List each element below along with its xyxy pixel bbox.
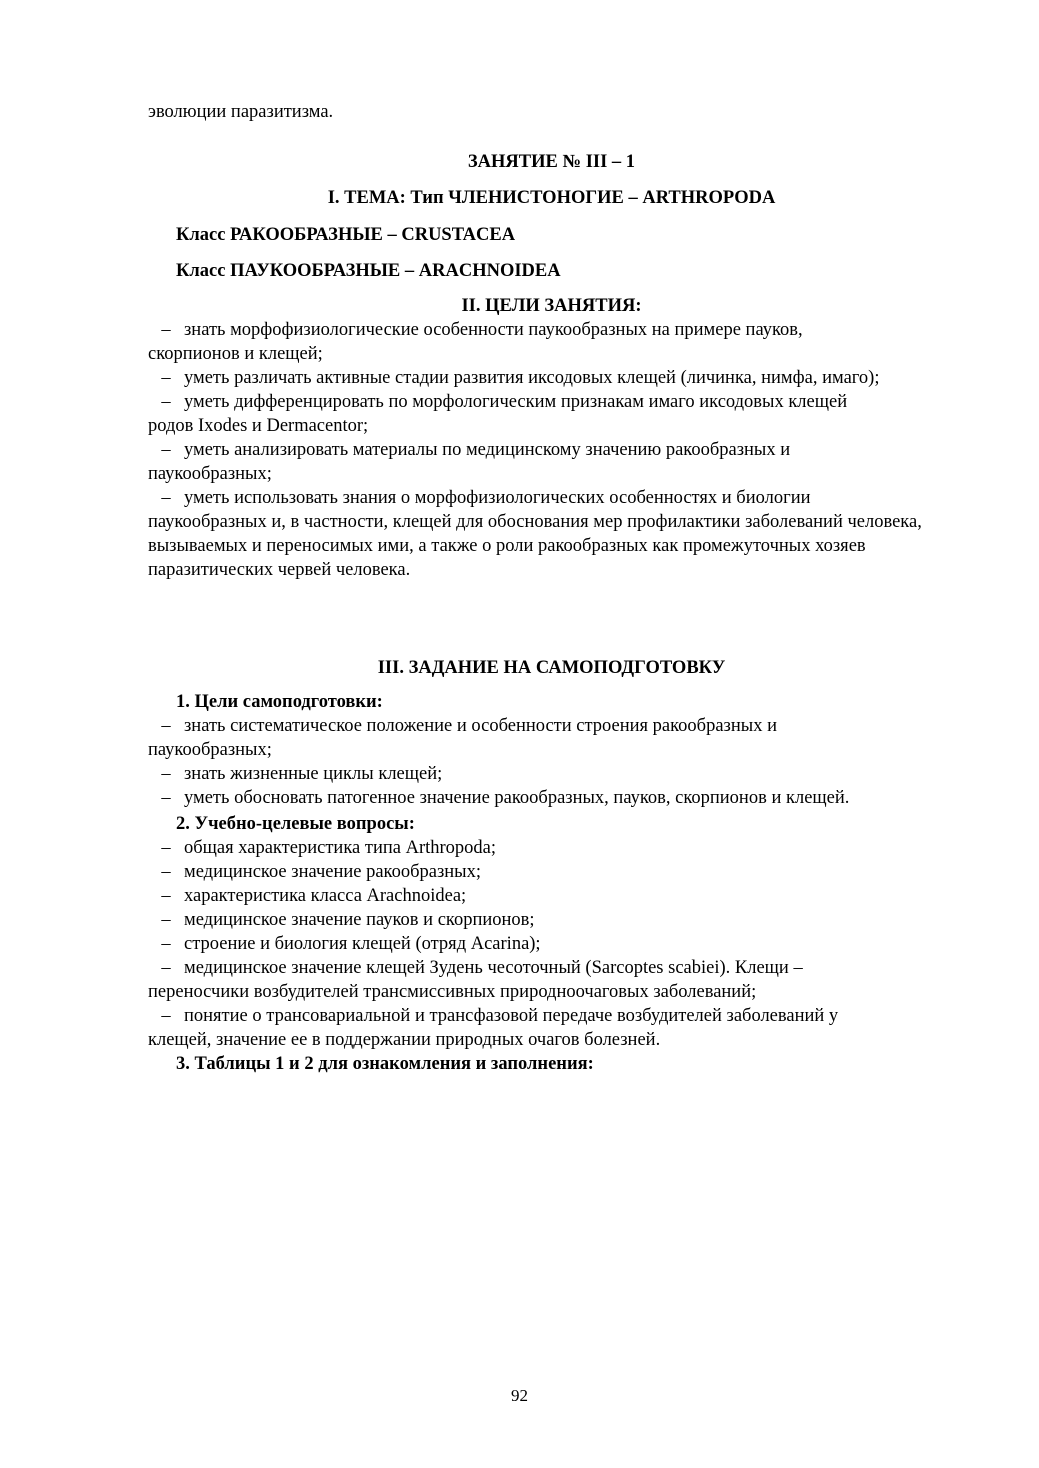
goals-list: [148, 318, 955, 582]
study-questions-heading: 2. Учебно-целевые вопросы:: [176, 814, 415, 834]
goals-heading: II. ЦЕЛИ ЗАНЯТИЯ:: [461, 296, 642, 316]
dash-marker: –: [161, 716, 171, 736]
tables-heading: 3. Таблицы 1 и 2 для ознакомления и заполнения:: [176, 1054, 594, 1074]
list-item: – знать жизненные циклы клещей;: [148, 762, 955, 786]
dash-marker: –: [161, 392, 171, 412]
list-item: – знать систематическое положение и особенности строения ракообразных и паукообразных;: [148, 716, 777, 760]
list-item: – медицинское значение клещей Зудень чесоточный (Sarcoptes scabiei). Клещи – переносчики возбудителей трансмиссивных природноочаговых заболеваний;: [148, 958, 803, 1002]
list-item: – уметь использовать знания о морфофизиологических особенностях и биологии паукообразных и, в частности, клещей для обоснования мер профилактики заболеваний человека, вызываемых и переносимых ими, а также о роли ракообразных как промежуточных хозяев паразитических червей человека.: [148, 488, 922, 580]
self-prep-goals-heading: 1. Цели самоподготовки:: [176, 692, 383, 712]
self-prep-goals-list: [148, 714, 955, 810]
dash-marker: –: [161, 934, 171, 954]
list-item: – медицинское значение пауков и скорпионов;: [148, 908, 955, 932]
dash-marker: –: [161, 862, 171, 882]
list-item: – уметь обосновать патогенное значение ракообразных, пауков, скорпионов и клещей.: [148, 786, 955, 810]
list-item: – уметь различать активные стадии развития иксодовых клещей (личинка, нимфа, имаго);: [148, 366, 955, 390]
dash-marker: –: [161, 788, 171, 808]
topic-heading: I. ТЕМА: Тип ЧЛЕНИСТОНОГИЕ – ARTHROPODA: [327, 188, 776, 208]
dash-marker: –: [161, 886, 171, 906]
list-item: – строение и биология клещей (отряд Acarina);: [148, 932, 955, 956]
page-number: 92: [511, 1386, 528, 1405]
dash-marker: –: [161, 320, 171, 340]
task-heading: III. ЗАДАНИЕ НА САМОПОДГОТОВКУ: [377, 658, 726, 678]
dash-marker: –: [161, 910, 171, 930]
list-item: – понятие о трансовариальной и трансфазовой передаче возбудителей заболеваний у клещей, значение ее в поддержании природных очагов болезней.: [148, 1006, 839, 1050]
class-crustacea: Класс РАКООБРАЗНЫЕ – CRUSTACEA: [176, 225, 516, 245]
intro-line: эволюции паразитизма.: [148, 102, 334, 122]
list-item: – знать морфофизиологические особенности паукообразных на примере пауков, скорпионов и клещей;: [148, 320, 803, 364]
dash-marker: –: [161, 440, 171, 460]
dash-marker: –: [161, 958, 171, 978]
list-item: – уметь дифференцировать по морфологическим признакам имаго иксодовых клещей родов Ixodes и Dermacentor;: [148, 392, 848, 436]
dash-marker: –: [161, 838, 171, 858]
dash-marker: –: [161, 1006, 171, 1026]
class-arachnoidea: Класс ПАУКООБРАЗНЫЕ – ARACHNOIDEA: [176, 261, 561, 281]
list-item: – общая характеристика типа Arthropoda;: [148, 836, 955, 860]
list-item: – уметь анализировать материалы по медицинскому значению ракообразных и паукообразных;: [148, 440, 791, 484]
list-item: – характеристика класса Arachnoidea;: [148, 884, 955, 908]
dash-marker: –: [161, 368, 171, 388]
dash-marker: –: [161, 764, 171, 784]
study-questions-list: [148, 836, 955, 1052]
list-item: – медицинское значение ракообразных;: [148, 860, 955, 884]
dash-marker: –: [161, 488, 171, 508]
lesson-title: ЗАНЯТИЕ № III – 1: [467, 152, 636, 172]
